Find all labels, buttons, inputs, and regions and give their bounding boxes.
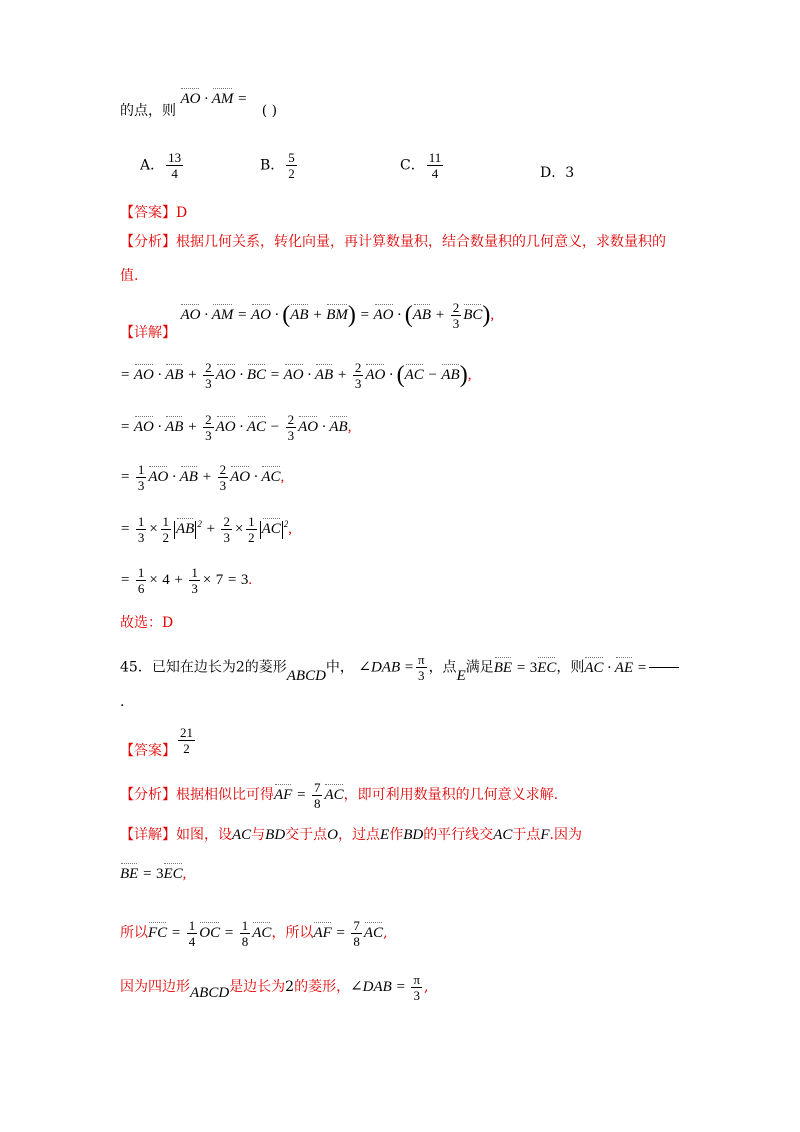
rhombus-line: 因为四边形ABCD是边长为2的菱形，∠DAB = $\frac{\pi}{3}$ ,	[120, 972, 429, 1003]
option-d	[540, 162, 574, 182]
detail-2-text-7: 于点	[512, 827, 541, 843]
detail-1-line	[120, 300, 495, 341]
so-end: ,	[383, 924, 388, 941]
q45-text-4: ，点	[428, 659, 457, 676]
analysis-2	[120, 780, 558, 811]
q45-text-1: 已知在边长为	[151, 659, 236, 676]
analysis-2-text-2: ，即可利用数量积的几何意义求解.	[343, 786, 559, 803]
analysis-2-formula: AF = $\frac{7}{8}$ AC	[274, 780, 344, 811]
q45-condition: BE = 3EC	[493, 659, 557, 676]
q45-angle: ∠DAB =	[358, 659, 414, 676]
q45-ask: AC · AE =	[584, 659, 647, 676]
answer-2-value: $\frac{21}{2}$	[180, 725, 193, 756]
answer-2	[120, 725, 197, 759]
q45-text-6: ，则	[556, 659, 585, 676]
answer-1	[120, 202, 187, 222]
step-5: = $\frac{1}{3}$ × $\frac{1}{2}$ AB $^2$ + $\frac{2}{3}$ × $\frac{1}{2}$ AC $^2$,	[120, 514, 292, 545]
intro-paren: ( )	[261, 103, 278, 119]
q45-side-length: 2	[235, 659, 245, 676]
q45-text-3: 中，	[325, 659, 354, 676]
answer-1-tag: 【答案】	[120, 205, 176, 221]
q45-point-e: E	[456, 667, 466, 684]
detail-2-text-4: ，过点	[338, 827, 381, 843]
option-a-label: A．	[140, 157, 165, 174]
detail-2-text-2: 与	[251, 827, 266, 843]
detail-2-text-5: 作	[389, 827, 404, 843]
since-line: BE = 3EC,	[120, 866, 187, 882]
q45-dot: .	[120, 694, 125, 710]
step-6: = $\frac{1}{6}$ × 4 + $\frac{1}{3}$ × 7 = 3.	[120, 565, 253, 596]
option-b-label: B．	[260, 157, 285, 174]
q45-text-2: 的菱形	[244, 659, 287, 676]
analysis-1-text: 根据几何关系，转化向量，再计算数量积，结合数量积的几何意义，求数量积的	[176, 234, 666, 250]
choice-1: 故选：D	[120, 615, 174, 631]
option-c-value: $\frac{11}{4}$	[428, 150, 442, 181]
detail-2-tag: 【详解】	[120, 827, 176, 843]
option-b-value: $\frac{5}{2}$	[288, 150, 295, 181]
rhombus-text-2: 是边长为	[229, 978, 286, 995]
rhombus-text-3: 的菱形，	[294, 978, 351, 995]
step-3: = AO · AB + $\frac{2}{3}$ AO · AC − $\frac{2}{3}$ AO · AB,	[120, 412, 352, 443]
analysis-1-line-2: 值.	[120, 268, 139, 284]
analysis-2-text-1: 根据相似比可得	[176, 786, 274, 803]
q45-text-5: 满足	[465, 659, 494, 676]
intro-expression: AO · AM =	[180, 91, 248, 107]
detail-1-tag: 【详解】	[120, 324, 176, 341]
analysis-2-tag: 【分析】	[120, 786, 176, 803]
question-45	[120, 652, 679, 683]
rhombus-side: 2	[285, 978, 295, 995]
detail-2-text-3: 交于点	[285, 827, 328, 843]
question-number: 45．	[120, 659, 152, 676]
answer-2-tag: 【答案】	[120, 742, 176, 759]
option-d-label: D．3	[540, 165, 575, 181]
step-2: = AO · AB + $\frac{2}{3}$ AO · BC = AO · AB + $\frac{2}{3}$ AO · (AC − AB),	[120, 360, 472, 391]
answer-blank	[649, 667, 679, 668]
q45-angle-value: $\frac{\pi}{3}$	[417, 652, 425, 683]
option-b	[260, 150, 299, 181]
so-line: 所以FC = $\frac{1}{4}$ OC = $\frac{1}{8}$ AC，所以AF = $\frac{7}{8}$ AC,	[120, 918, 388, 949]
answer-1-value: D	[176, 205, 188, 221]
analysis-1-tag: 【分析】	[120, 234, 176, 250]
q45-shape: ABCD	[286, 667, 326, 684]
option-a-value: $\frac{13}{4}$	[168, 150, 182, 181]
rhombus-end: ,	[424, 978, 429, 995]
detail-2-line: 【详解】如图，设AC与BD交于点O，过点E作BD的平行线交AC于点F.因为	[120, 827, 582, 843]
step-4: = $\frac{1}{3}$ AO · AB + $\frac{2}{3}$ AO · AC,	[120, 462, 285, 493]
option-a	[140, 150, 185, 181]
detail-2-text-6: 的平行线交	[423, 827, 494, 843]
intro-line	[120, 91, 278, 120]
rhombus-text-1: 因为四边形	[120, 978, 190, 995]
so-text-2: ，所以	[271, 924, 314, 941]
option-c-label: C．	[400, 157, 425, 174]
analysis-1-line-1	[120, 231, 666, 251]
intro-text: 的点，则	[120, 103, 176, 119]
option-c	[400, 150, 445, 181]
step-1: AO · AM = AO · (AB + BM) = AO · (AB + $\frac{2}{3}$ BC),	[180, 300, 495, 331]
so-text-1: 所以	[120, 924, 148, 941]
detail-2-text-1: 如图，设	[176, 827, 232, 843]
detail-2-text-8: .因为	[549, 827, 582, 843]
